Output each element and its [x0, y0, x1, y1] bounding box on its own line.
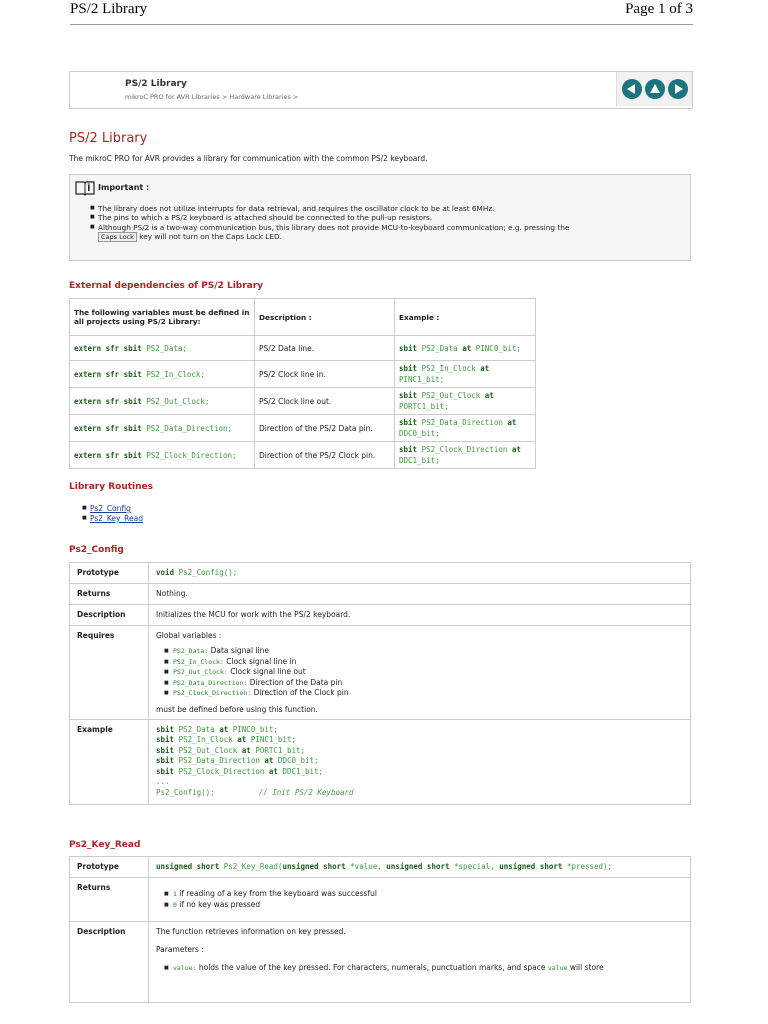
- code-identifier: value:: [173, 964, 197, 972]
- example-code: [149, 719, 691, 804]
- code-keyword: sbit: [399, 343, 418, 353]
- important-title: Important :: [98, 183, 150, 192]
- code-identifier: PINC1_bit;: [250, 735, 296, 745]
- code-identifier: *value,: [350, 862, 382, 871]
- code-identifier: PS2_Out_Clock: [178, 745, 238, 755]
- table-row: [70, 605, 691, 626]
- code-comment: // Init PS/2 Keyboard: [258, 788, 354, 798]
- code-line: [156, 756, 683, 767]
- code-identifier: PS2_Out_Clock:: [173, 668, 228, 676]
- routines-heading: Library Routines: [69, 482, 153, 492]
- params-label: Parameters :: [156, 945, 204, 954]
- important-item: [90, 223, 569, 242]
- dep-example: [395, 388, 536, 415]
- arrow-up-icon[interactable]: [645, 79, 665, 99]
- ps2-key-read-heading: Ps2_Key_Read: [69, 840, 141, 850]
- deps-table: [69, 298, 536, 469]
- row-label: Prototype: [70, 563, 149, 584]
- code-keyword: extern sfr sbit: [74, 343, 142, 353]
- code-identifier: 0: [173, 900, 177, 909]
- code-identifier: PS2_Clock_Direction: [178, 766, 265, 776]
- requires-text: Clock signal line in: [226, 656, 297, 666]
- code-keyword: sbit: [156, 745, 175, 755]
- table-row: [70, 442, 536, 469]
- code-identifier: PS2_Data_Direction: [178, 756, 260, 766]
- dep-description: Direction of the PS/2 Data pin.: [255, 415, 395, 442]
- code-keyword: sbit: [156, 735, 175, 745]
- code-identifier: PS2_In_Clock:: [173, 657, 224, 666]
- dep-description: PS/2 Clock line in.: [255, 361, 395, 388]
- code-keyword: void: [156, 568, 175, 577]
- code-identifier: Ps2_Config();: [178, 568, 238, 577]
- requires-text: Direction of the Clock pin: [253, 688, 349, 697]
- ps2-config-table: [69, 562, 691, 805]
- link-ps2-config[interactable]: Ps2_Config: [90, 504, 131, 513]
- requires-text: Direction of the Data pin: [249, 677, 343, 687]
- routine-links: [82, 504, 143, 523]
- code-identifier: PS2_In_Clock;: [146, 369, 205, 379]
- list-item: [82, 504, 143, 514]
- code-keyword: sbit: [156, 724, 175, 734]
- code-identifier: DDC0_bit;: [277, 756, 319, 766]
- code-line: ...: [156, 777, 170, 787]
- code-identifier: PINC0_bit;: [475, 343, 521, 353]
- list-item: [164, 657, 683, 668]
- list-item: [164, 963, 683, 974]
- code-keyword: at: [268, 766, 278, 776]
- dep-variable: [70, 388, 255, 415]
- code-identifier: DDC0_bit;: [399, 429, 440, 438]
- code-keyword: extern sfr sbit: [74, 423, 142, 433]
- param-text: holds the value of the key pressed. For characters, numerals, punctuation marks, and space: [198, 963, 546, 972]
- row-label: Returns: [70, 878, 149, 922]
- list-item: [164, 688, 683, 699]
- nav-title: PS/2 Library: [125, 79, 187, 89]
- table-row: [70, 719, 691, 804]
- code-keyword: sbit: [399, 364, 418, 373]
- list-item: [164, 667, 683, 678]
- code-keyword: at: [511, 445, 521, 454]
- code-identifier: DDC1_bit;: [282, 766, 324, 776]
- code-keyword: at: [480, 364, 490, 373]
- code-identifier: DDC1_bit;: [399, 456, 440, 465]
- page-number: Page 1 of 3: [625, 1, 693, 17]
- code-identifier: PS2_Clock_Direction: [421, 445, 508, 454]
- ps2-key-read-table: [69, 856, 691, 1003]
- dep-example: [395, 361, 536, 388]
- table-row: [70, 415, 536, 442]
- dep-description: Direction of the PS/2 Clock pin.: [255, 442, 395, 469]
- code-line: [156, 735, 683, 746]
- table-header-row: [70, 299, 536, 336]
- code-identifier: PS2_Data_Direction:: [173, 678, 248, 687]
- table-row: [70, 922, 691, 1003]
- code-identifier: PS2_Out_Clock: [421, 391, 481, 400]
- prototype-code: [149, 563, 691, 584]
- code-keyword: extern sfr sbit: [74, 369, 142, 379]
- caps-lock-key: Caps Lock: [98, 232, 137, 242]
- intro-text: The mikroC PRO for AVR provides a library for communication with the common PS/2 keyboard.: [69, 154, 428, 163]
- code-keyword: at: [484, 391, 494, 400]
- deps-heading: External dependencies of PS/2 Library: [69, 281, 264, 291]
- code-keyword: at: [264, 756, 274, 766]
- ps2-config-heading: Ps2_Config: [69, 545, 124, 555]
- code-identifier: PS2_In_Clock: [178, 735, 233, 745]
- code-identifier: *pressed);: [566, 862, 613, 871]
- code-keyword: sbit: [399, 418, 418, 427]
- code-identifier: PINC0_bit;: [232, 724, 278, 734]
- table-row: [70, 336, 536, 361]
- code-line: [156, 725, 683, 736]
- code-identifier: PS2_Data: [178, 724, 215, 734]
- important-list: [90, 204, 569, 242]
- requires-text: Clock signal line out: [230, 667, 306, 676]
- code-keyword: sbit: [156, 756, 175, 766]
- code-keyword: extern sfr sbit: [74, 396, 142, 406]
- column-header: Example :: [395, 299, 536, 336]
- code-keyword: at: [219, 724, 229, 734]
- dep-example: [395, 415, 536, 442]
- dep-variable: [70, 361, 255, 388]
- important-item-text: key will not turn on the Caps Lock LED.: [139, 231, 282, 241]
- list-item: [164, 900, 683, 911]
- code-identifier: PORTC1_bit;: [399, 402, 449, 411]
- column-header: The following variables must be defined in all projects using PS/2 Library:: [70, 299, 255, 336]
- table-row: [70, 388, 536, 415]
- param-text: will store: [569, 963, 604, 972]
- description-text: The function retrieves information on key pressed.: [156, 927, 346, 936]
- code-keyword: extern sfr sbit: [74, 450, 142, 460]
- prototype-code: [149, 857, 691, 878]
- code-keyword: unsigned short: [386, 862, 450, 871]
- important-note: [69, 174, 691, 261]
- dep-description: PS/2 Clock line out.: [255, 388, 395, 415]
- requires-intro: Global variables :: [156, 631, 222, 640]
- table-row: [70, 878, 691, 922]
- table-row: [70, 361, 536, 388]
- code-keyword: unsigned short: [499, 862, 563, 871]
- nav-buttons: [616, 72, 692, 106]
- code-keyword: at: [237, 735, 247, 745]
- code-identifier: Ps2_Config();: [156, 788, 215, 798]
- description-value: Initializes the MCU for work with the PS/2 keyboard.: [149, 605, 691, 626]
- page-header-title: PS/2 Library: [70, 1, 148, 17]
- table-row: [70, 563, 691, 584]
- code-line: [156, 788, 683, 799]
- dep-example: [395, 336, 536, 361]
- dep-description: PS/2 Data line.: [255, 336, 395, 361]
- list-item: [164, 678, 683, 689]
- params-list: [164, 963, 683, 974]
- code-identifier: PINC1_bit;: [399, 375, 445, 384]
- important-item: ■ The pins to which a PS/2 keyboard is attached should be connected to the pull-up resistors.: [90, 213, 569, 222]
- code-identifier: PS2_Data:: [173, 647, 209, 655]
- returns-text: if reading of a key from the keyboard was successful: [179, 889, 377, 898]
- code-keyword: at: [462, 343, 472, 353]
- requires-outro: must be defined before using this function.: [156, 704, 318, 714]
- dep-example: [395, 442, 536, 469]
- arrow-left-icon[interactable]: [622, 79, 642, 99]
- dep-variable: [70, 442, 255, 469]
- row-label: Requires: [70, 626, 149, 720]
- code-identifier: value: [547, 964, 568, 972]
- requires-text: Data signal line: [210, 646, 270, 655]
- book-icon: [75, 180, 95, 196]
- table-row: [70, 584, 691, 605]
- row-label: Prototype: [70, 857, 149, 878]
- code-keyword: unsigned short: [282, 862, 346, 871]
- returns-value: [149, 878, 691, 922]
- code-identifier: 1: [173, 890, 177, 898]
- page-header: [70, 0, 693, 22]
- nav-box: [69, 71, 693, 109]
- header-divider: [70, 24, 693, 25]
- code-line: [156, 746, 683, 757]
- code-line: [156, 767, 683, 778]
- list-item: [164, 889, 683, 900]
- code-keyword: sbit: [399, 445, 418, 454]
- breadcrumb: mikroC PRO for AVR Libraries > Hardware Libraries >: [125, 93, 299, 101]
- column-header: Description :: [255, 299, 395, 336]
- code-identifier: PS2_Data_Direction: [421, 418, 503, 427]
- code-identifier: PS2_Out_Clock;: [146, 396, 210, 406]
- code-keyword: unsigned short: [156, 862, 220, 871]
- code-identifier: PORTC1_bit;: [255, 745, 306, 755]
- returns-value: Nothing.: [149, 584, 691, 605]
- dep-variable: [70, 336, 255, 361]
- description-value: [149, 922, 691, 1003]
- code-identifier: PS2_Data: [421, 343, 458, 353]
- code-identifier: *special,: [454, 862, 495, 871]
- code-identifier: Ps2_Key_Read(: [223, 862, 283, 871]
- list-item: [82, 514, 143, 524]
- important-item: ■ The library does not utilize interrupts for data retrieval, and requires the oscillator clock to be at least 6MHz.: [90, 204, 569, 213]
- code-keyword: sbit: [156, 766, 175, 776]
- row-label: Example: [70, 719, 149, 804]
- row-label: Description: [70, 605, 149, 626]
- page-title: PS/2 Library: [69, 131, 148, 146]
- code-keyword: sbit: [399, 391, 418, 400]
- table-row: [70, 857, 691, 878]
- code-identifier: PS2_Data;: [146, 343, 187, 353]
- code-identifier: PS2_Data_Direction;: [146, 423, 233, 433]
- code-keyword: at: [507, 418, 517, 427]
- arrow-right-icon[interactable]: [668, 79, 688, 99]
- code-identifier: PS2_Clock_Direction:: [173, 689, 252, 697]
- link-ps2-key-read[interactable]: Ps2_Key_Read: [90, 513, 144, 523]
- dep-variable: [70, 415, 255, 442]
- code-identifier: PS2_Clock_Direction;: [146, 450, 237, 460]
- table-row: [70, 626, 691, 720]
- requires-list: [164, 646, 683, 699]
- list-item: [164, 646, 683, 657]
- row-label: Description: [70, 922, 149, 1003]
- requires-value: [149, 626, 691, 720]
- row-label: Returns: [70, 584, 149, 605]
- important-item-text: Although PS/2 is a two-way communication bus, this library does not provide MCU-to-keyboard communication; e.g. pressing the: [98, 222, 570, 232]
- returns-text: if no key was pressed: [179, 899, 261, 909]
- code-keyword: at: [241, 745, 251, 755]
- returns-list: [164, 889, 683, 910]
- code-identifier: PS2_In_Clock: [421, 364, 476, 373]
